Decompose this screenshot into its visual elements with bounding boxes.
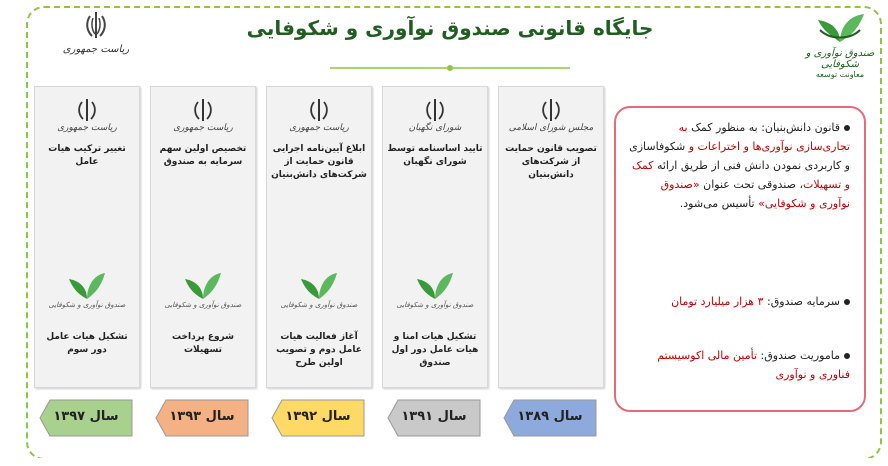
year-label: سال ۱۳۹۱ <box>401 409 467 424</box>
fund-leaf-icon <box>65 263 109 303</box>
column-top-text: تغییر ترکیب هیات عامل <box>48 144 126 167</box>
timeline-column <box>498 86 604 388</box>
column-top-text: تخصیص اولین سهم سرمایه به صندوق <box>159 144 247 167</box>
year-arrow <box>502 398 598 438</box>
fund-logo-small-label: صندوق نوآوری و شکوفایی <box>164 301 242 309</box>
fund-leaf-icon <box>297 263 341 303</box>
column-bottom-text: تشکیل هیات امنا و هیات عامل دور اول صندوق <box>391 332 479 368</box>
fund-leaf-icon <box>810 2 870 44</box>
column-bottom-text: آغاز فعالیت هیات عامل دوم و تصویب اولین طرح <box>276 332 362 368</box>
iran-emblem-icon <box>541 97 561 123</box>
bullet-icon <box>844 353 850 359</box>
column-source-label: ریاست جمهوری <box>173 123 233 133</box>
column-source-label: ریاست جمهوری <box>289 123 349 133</box>
presidency-logo <box>58 10 134 72</box>
column-source-label: ریاست جمهوری <box>57 123 117 133</box>
year-arrow <box>38 398 134 438</box>
info-capital-paragraph: سرمایه صندوق: ۳ هزار میلیارد تومان <box>628 292 850 311</box>
info-law-paragraph: قانون دانش‌بنیان: به منظور کمک به تجاری‌سازی نوآوری‌ها و اختراعات و شکوفاسازی و کاربردی نمودن دانش فنی از طریق ارائه کمک و تسهیلات، صندوقی تحت عنوان «صندوق نوآوری و شکوفایی» تأسیس می‌شود. <box>629 121 850 210</box>
fund-leaf-icon <box>181 263 225 303</box>
fund-logo-small-label: صندوق نوآوری و شکوفایی <box>48 301 126 309</box>
year-arrow <box>270 398 366 438</box>
info-box <box>614 106 866 412</box>
year-label: سال ۱۳۹۲ <box>285 409 351 424</box>
iran-emblem-icon <box>77 97 97 123</box>
column-bottom-text: شروع پرداخت تسهیلات <box>171 332 235 355</box>
timeline-column <box>34 86 140 388</box>
fund-logo-sub: معاونت توسعه <box>815 70 865 79</box>
timeline-column <box>266 86 372 388</box>
info-mission-paragraph: ماموریت صندوق: تأمین مالی اکوسیستم فناوری و نوآوری <box>657 349 850 381</box>
year-label: سال ۱۳۹۳ <box>169 409 235 424</box>
column-source-label: شورای نگهبان <box>408 123 462 133</box>
iran-emblem-icon <box>193 97 213 123</box>
fund-logo-name: صندوق نوآوری و شکوفایی <box>805 48 875 70</box>
column-source-label: مجلس شورای اسلامی <box>508 123 594 133</box>
fund-logo-small-label: صندوق نوآوری و شکوفایی <box>280 301 358 309</box>
iran-emblem-icon <box>425 97 445 123</box>
fund-leaf-icon <box>413 263 457 303</box>
year-arrow <box>386 398 482 438</box>
column-top-text: تایید اساسنامه توسط شورای نگهبان <box>387 144 483 167</box>
iran-emblem-icon <box>84 10 108 40</box>
footer-strip <box>0 458 888 466</box>
timeline-column <box>382 86 488 388</box>
page-title: جایگاه قانونی صندوق نوآوری و شکوفایی <box>246 16 654 40</box>
iran-emblem-icon <box>309 97 329 123</box>
bullet-icon <box>844 299 850 305</box>
year-label: سال ۱۳۹۷ <box>53 409 119 424</box>
fund-logo-small-label: صندوق نوآوری و شکوفایی <box>396 301 474 309</box>
column-bottom-text: تشکیل هیات عامل دور سوم <box>46 332 128 355</box>
bullet-icon <box>844 125 850 131</box>
column-top-text: ابلاغ آیین‌نامه اجرایی قانون حمایت از شرکت‌های دانش‌بنیان <box>271 144 367 180</box>
presidency-label: ریاست جمهوری <box>62 44 130 55</box>
title-divider <box>330 64 570 72</box>
timeline-column <box>150 86 256 388</box>
year-label: سال ۱۳۸۹ <box>517 409 583 424</box>
column-top-text: تصویب قانون حمایت از شرکت‌های دانش‌بنیان <box>505 144 597 180</box>
fund-logo <box>796 2 884 82</box>
year-arrow <box>154 398 250 438</box>
